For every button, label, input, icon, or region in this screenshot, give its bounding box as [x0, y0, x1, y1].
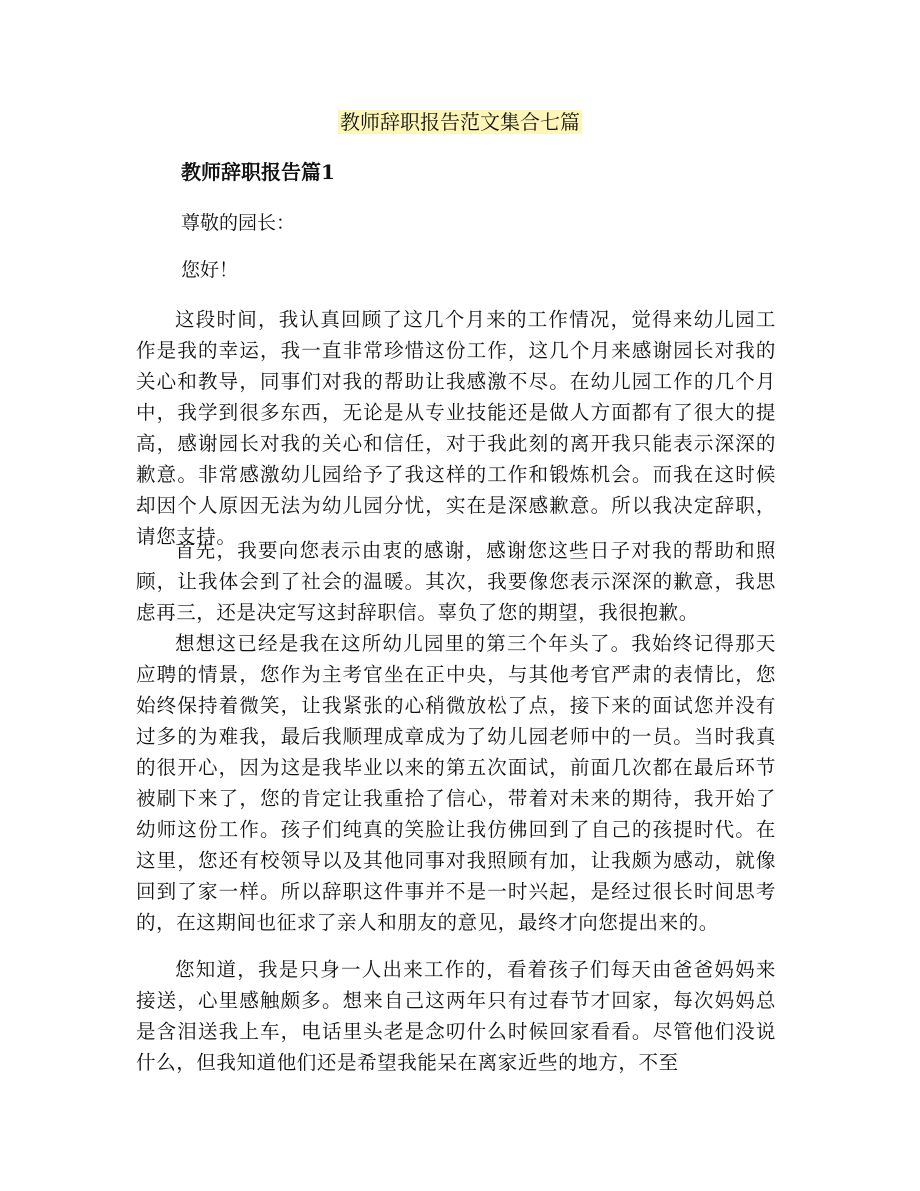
document-title — [0, 108, 920, 136]
greeting: 您好！ — [181, 259, 239, 281]
body-paragraph-1: 这段时间，我认真回顾了这几个月来的工作情况，觉得来幼儿园工作是我的幸运，我一直非常珍惜这份工作，这几个月来感谢园长对我的关心和教导，同事们对我的帮助让我感激不尽。在幼儿园工作的几个月中，我学到很多东西，无论是从专业技能还是做人方面都有了很大的提高，感谢园长对我的关心和信任，对于我此刻的离开我只能表示深深的歉意。非常感激幼儿园给予了我这样的工作和锻炼机会。而我在这时候却因个人原因无法为幼儿园分忧，实在是深感歉意。所以我决定辞职，请您支持。 — [136, 308, 776, 548]
body-paragraph-2: 首先，我要向您表示由衷的感谢，感谢您这些日子对我的帮助和照顾，让我体会到了社会的温暖。其次，我要像您表示深深的歉意，我思虑再三，还是决定写这封辞职信。辜负了您的期望，我很抱歉。 — [136, 539, 776, 624]
salutation: 尊敬的园长： — [181, 212, 296, 234]
body-paragraph-4: 您知道，我是只身一人出来工作的，看着孩子们每天由爸爸妈妈来接送，心里感触颇多。想来自己这两年只有过春节才回家，每次妈妈总是含泪送我上车，电话里头老是念叨什么时候回家看看。尽管他们没说什么，但我知道他们还是希望我能呆在离家近些的地方，不至 — [136, 958, 776, 1074]
section-heading: 教师辞职报告篇1 — [181, 160, 335, 184]
document-title-text: 教师辞职报告范文集合七篇 — [340, 110, 580, 134]
body-paragraph-3: 想想这已经是我在这所幼儿园里的第三个年头了。我始终记得那天应聘的情景，您作为主考官坐在正中央，与其他考官严肃的表情比，您始终保持着微笑，让我紧张的心稍微放松了点，接下来的面试您并没有过多的为难我，最后我顺理成章成为了幼儿园老师中的一员。当时我真的很开心，因为这是我毕业以来的第五次面试，前面几次都在最后环节被刷下来了，您的肯定让我重拾了信心，带着对未来的期待，我开始了幼师这份工作。孩子们纯真的笑脸让我仿佛回到了自己的孩提时代。在这里，您还有校领导以及其他同事对我照顾有加，让我颇为感动，就像回到了家一样。所以辞职这件事并不是一时兴起，是经过很长时间思考的，在这期间也征求了亲人和朋友的意见，最终才向您提出来的。 — [136, 632, 776, 934]
